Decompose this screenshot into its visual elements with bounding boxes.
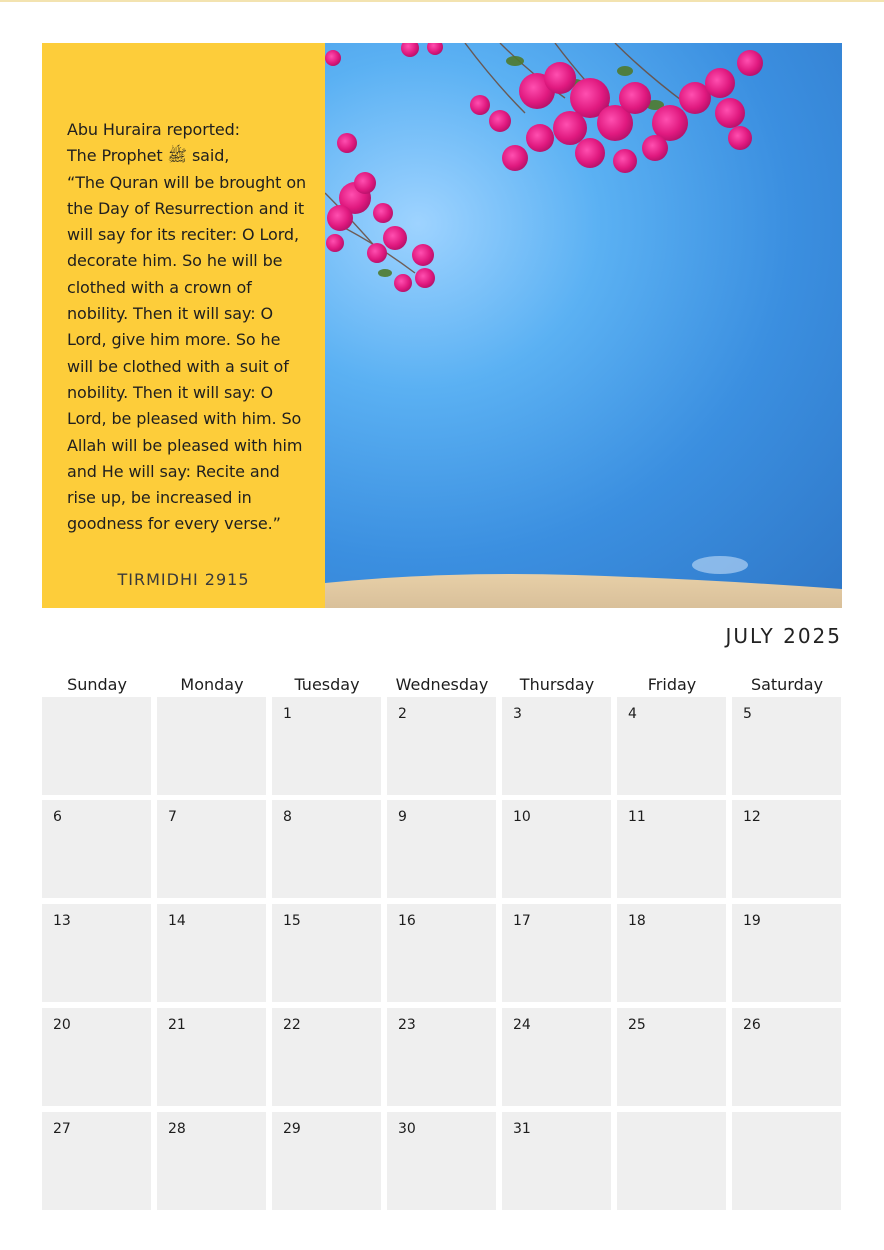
day-number: 14 [168,913,186,929]
day-number: 29 [283,1121,301,1137]
calendar-day-cell [732,800,841,898]
calendar-day-cell [157,800,266,898]
calendar-day-cell [387,1112,496,1210]
calendar-day-cell [272,904,381,1002]
day-number: 21 [168,1017,186,1033]
calendar-day-cell [732,1008,841,1106]
calendar-day-cell [272,1112,381,1210]
day-number: 31 [513,1121,531,1137]
day-number: 3 [513,706,522,722]
calendar-day-cell [617,1112,726,1210]
day-number: 16 [398,913,416,929]
calendar-day-cell [157,697,266,795]
calendar-day-cell [387,904,496,1002]
day-number: 5 [743,706,752,722]
day-number: 9 [398,809,407,825]
weekday-monday: Monday [180,675,244,694]
calendar-day-cell [42,800,151,898]
weekday-thursday: Thursday [519,675,595,694]
day-number: 23 [398,1017,416,1033]
day-number: 22 [283,1017,301,1033]
calendar-day-cell [732,697,841,795]
weekday-friday: Friday [647,675,697,694]
day-number: 11 [628,809,646,825]
day-number: 24 [513,1017,531,1033]
calendar-day-cell [502,904,611,1002]
day-number: 10 [513,809,531,825]
day-number: 27 [53,1121,71,1137]
calendar-day-cell [502,697,611,795]
day-number: 18 [628,913,646,929]
calendar-day-cell [617,697,726,795]
day-number: 2 [398,706,407,722]
day-number: 17 [513,913,531,929]
weekday-saturday: Saturday [750,675,824,694]
pink-bougainvillea-blue-sky-icon [325,43,842,608]
day-number: 26 [743,1017,761,1033]
top-rule [0,0,884,2]
weekday-wednesday: Wednesday [395,675,489,694]
day-number: 13 [53,913,71,929]
calendar-day-cell [617,800,726,898]
calendar-day-cell [157,904,266,1002]
day-number: 7 [168,809,177,825]
hadith-source: TIRMIDHI 2915 [117,570,250,589]
day-number: 8 [283,809,292,825]
calendar-day-cell [272,1008,381,1106]
day-number: 28 [168,1121,186,1137]
calendar-day-cell [157,1008,266,1106]
hadith-text: Abu Huraira reported: The Prophet ﷺ said, “The Quran will be brought on the Day of Resurrection and it will say for its reciter: O Lord, decorate him. So he will be clothed with a crown of nobility. Then it will say: O Lord, give him more. So he will be clothed with a suit of nobility. Then it will say: O Lord, be pleased with him. So Allah will be pleased with him and He will say: Recite and rise up, be increased in goodness for every verse.” [67,120,307,534]
calendar-day-cell [42,697,151,795]
calendar-day-cell [42,1008,151,1106]
calendar-day-cell [502,1008,611,1106]
calendar-day-cell [157,1112,266,1210]
day-number: 6 [53,809,62,825]
calendar-day-cell [502,1112,611,1210]
calendar-day-cell [387,697,496,795]
day-number: 25 [628,1017,646,1033]
day-number: 30 [398,1121,416,1137]
day-number: 15 [283,913,301,929]
calendar-day-cell [42,1112,151,1210]
bougainvillea-photo [325,43,842,608]
calendar-day-cell [272,697,381,795]
weekday-tuesday: Tuesday [294,675,360,694]
calendar-day-cell [617,1008,726,1106]
day-number: 20 [53,1017,71,1033]
calendar-day-cell [502,800,611,898]
day-number: 4 [628,706,637,722]
calendar-day-cell [617,904,726,1002]
month-title: JULY 2025 [725,624,842,648]
calendar-day-cell [732,904,841,1002]
day-number: 1 [283,706,292,722]
calendar-day-cell [387,800,496,898]
calendar-day-cell [272,800,381,898]
weekday-sunday: Sunday [67,675,127,694]
quote-panel [42,43,325,608]
day-number: 12 [743,809,761,825]
calendar-day-cell [387,1008,496,1106]
calendar-day-cell [42,904,151,1002]
calendar-day-cell [732,1112,841,1210]
day-number: 19 [743,913,761,929]
